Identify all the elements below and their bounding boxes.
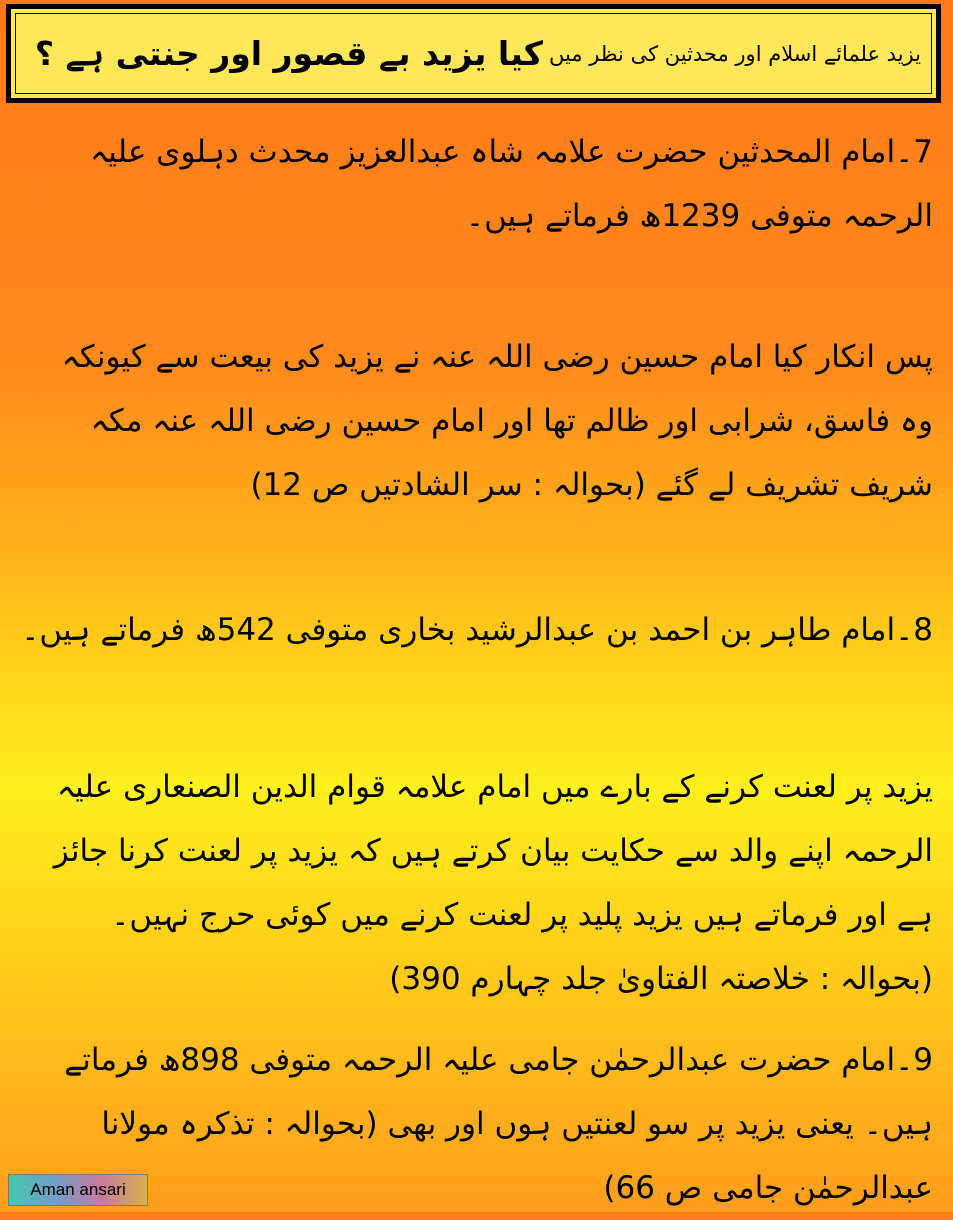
author-signature: Aman ansari — [8, 1174, 148, 1206]
banner-subtitle: یزید علمائے اسلام اور محدثین کی نظر میں — [548, 41, 921, 66]
title-banner-inner — [15, 13, 932, 94]
paragraph-8-intro: 8۔امام طاہر بن احمد بن عبدالرشید بخاری متوفی 542ھ فرماتے ہیں۔ — [21, 612, 933, 648]
paragraph-7-intro: 7۔امام المحدثین حضرت علامہ شاہ عبدالعزیز محدث دہلوی علیہ الرحمہ متوفی 1239ھ فرماتے ہیں۔ — [90, 134, 933, 234]
paragraph-8-quote: یزید پر لعنت کرنے کے بارے میں امام علامہ قوام الدین الصنعاری علیہ الرحمہ اپنے والد سے حکایت بیان کرتے ہیں کہ یزید پر لعنت کرنا جائز ہے اور فرماتے ہیں یزید پلید پر لعنت کرنے میں کوئی حرج نہیں۔ (بحوالہ : خلاصتہ الفتاویٰ جلد چہارم 390) — [53, 769, 933, 997]
paragraph-7-quote: پس انکار کیا امام حسین رضی اللہ عنہ نے یزید کی بیعت سے کیونکہ وہ فاسق، شرابی اور ظالم تھا اور امام حسین رضی اللہ عنہ مکہ شریف تشریف لے گئے (بحوالہ : سر الشادتیں ص 12) — [61, 339, 933, 503]
title-banner — [6, 4, 941, 103]
paragraph-9: 9۔امام حضرت عبدالرحمٰن جامی علیہ الرحمہ متوفی 898ھ فرماتے ہیں۔ یعنی یزید پر سو لعنتیں ہوں اور بھی (بحوالہ : تذکرہ مولانا عبدالرحمٰن جامی ص 66) — [64, 1042, 933, 1206]
banner-title: کیا یزید بے قصور اور جنتی ہے ؟ — [34, 34, 543, 73]
